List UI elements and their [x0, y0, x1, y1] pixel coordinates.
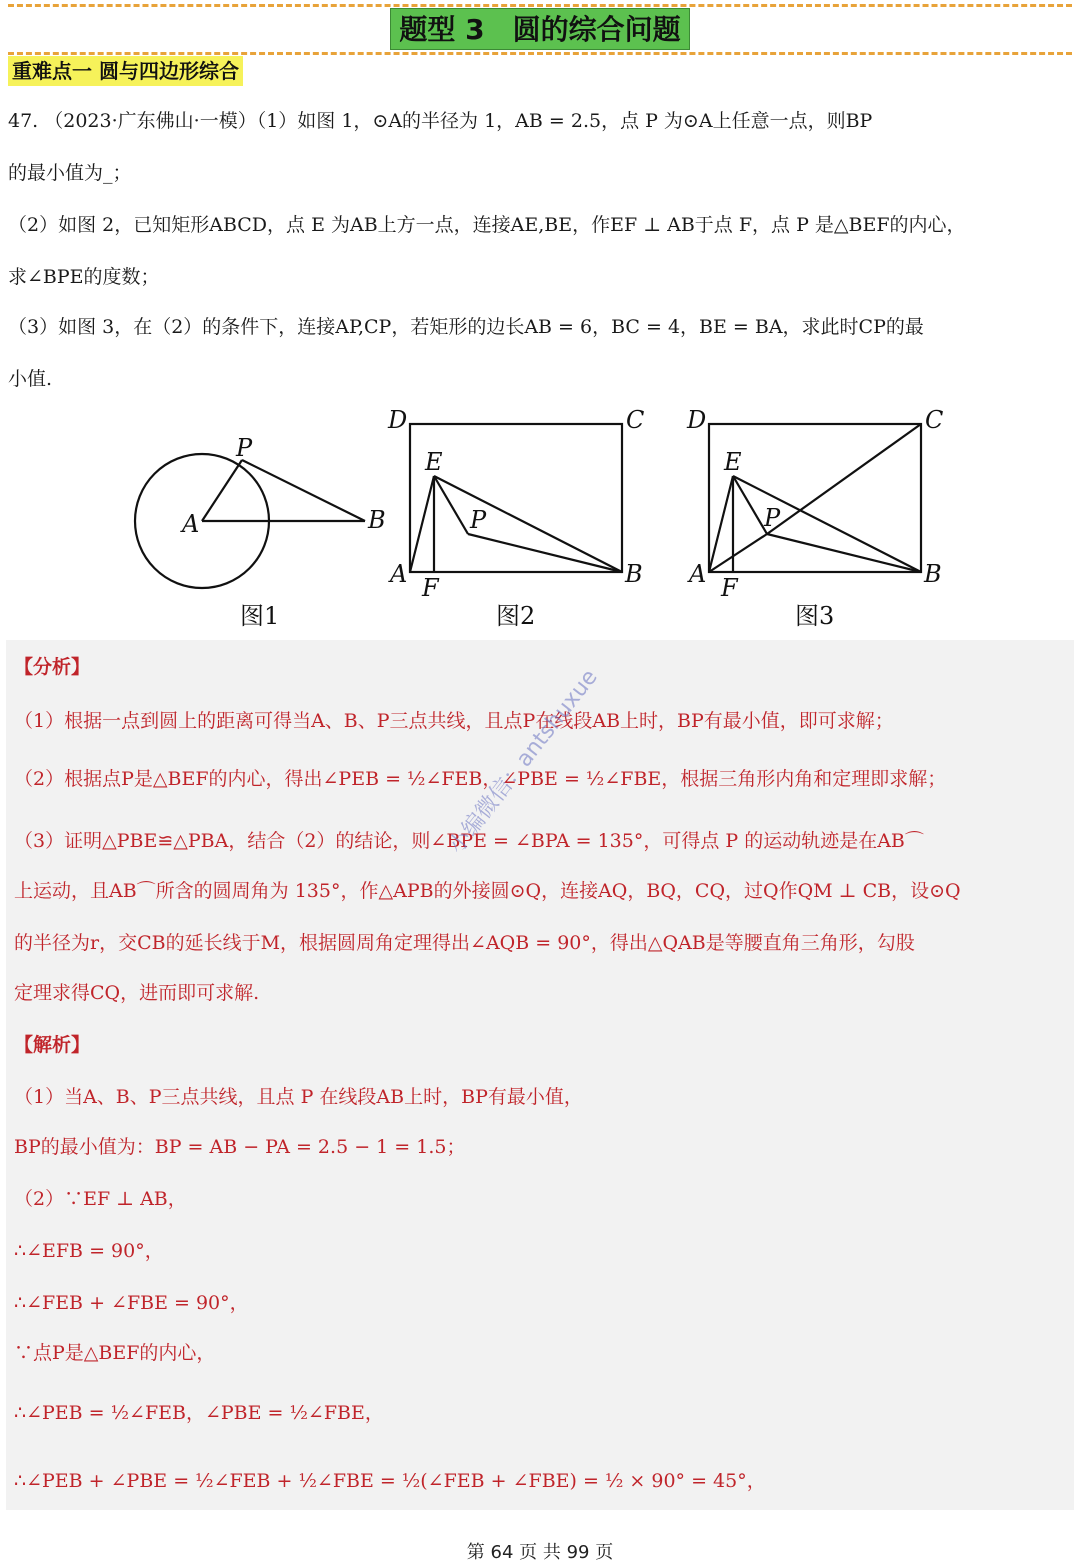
caption-fig1: 图1 [240, 602, 280, 630]
solution-area [6, 640, 1074, 1510]
solution-line: ∴∠FEB + ∠FBE = 90°， [14, 1292, 249, 1314]
problem-line: 47. （2023·广东佛山·一模）（1）如图 1，⊙A的半径为 1，AB = 2.5，点 P 为⊙A上任意一点，则BP [8, 110, 873, 132]
section-label: 重难点一 圆与四边形综合 [8, 56, 243, 86]
analysis-line: 的半径为r，交CB的延长线于M，根据圆周角定理得出∠AQB = 90°，得出△QAB是等腰直角三角形，勾股 [14, 932, 915, 954]
figure-1 [135, 434, 386, 630]
label-e: E [724, 448, 742, 476]
problem-line: 小值. [8, 368, 53, 390]
label-a: A [390, 560, 408, 588]
analysis-line: 上运动，且AB⌒所含的圆周角为 135°，作△APB的外接圆⊙Q，连接AQ，BQ，CQ，过Q作QM ⊥ CB，设⊙Q [14, 880, 961, 902]
label-e: E [425, 448, 443, 476]
label-p: P [764, 504, 781, 532]
label-d: D [687, 406, 707, 434]
caption-fig3: 图3 [795, 602, 835, 630]
solution-line: ∵点P是△BEF的内心， [14, 1342, 216, 1364]
label-c: C [925, 406, 944, 434]
watermark: 小编微信：antshuxue [443, 665, 603, 859]
analysis-line: （2）根据点P是△BEF的内心，得出∠PEB = ½∠FEB，∠PBE = ½∠FBE，根据三角形内角和定理即求解； [14, 768, 947, 790]
solution-heading: 【解析】 [14, 1034, 91, 1056]
page-title: 题型 3 圆的综合问题 [390, 8, 690, 50]
solution-line: （2）∵EF ⊥ AB， [14, 1188, 187, 1210]
label-a: A [182, 510, 200, 538]
analysis-line: （3）证明△PBE≌△PBA，结合（2）的结论，则∠BPE = ∠BPA = 135°，可得点 P 的运动轨迹是在AB⌒ [14, 830, 924, 852]
label-b: B [625, 560, 643, 588]
problem-line: 求∠BPE的度数； [8, 266, 160, 288]
page-footer: 第 64 页 共 99 页 [466, 1542, 614, 1563]
solution-line: （1）当A、B、P三点共线，且点 P 在线段AB上时，BP有最小值， [14, 1086, 583, 1108]
analysis-heading: 【分析】 [14, 656, 91, 678]
label-a: A [689, 560, 707, 588]
label-c: C [626, 406, 645, 434]
analysis-line: 定理求得CQ，进而即可求解. [14, 982, 260, 1004]
solution-line: ∴∠PEB + ∠PBE = ½∠FEB + ½∠FBE = ½(∠FEB + ∠FBE) = ½ × 90° = 45°， [14, 1470, 766, 1492]
figure-2 [387, 406, 644, 630]
problem-line: （3）如图 3，在（2）的条件下，连接AP,CP，若矩形的边长AB = 6，BC = 4，BE = BA，求此时CP的最 [8, 316, 924, 338]
label-d: D [388, 406, 408, 434]
label-p: P [470, 506, 487, 534]
solution-line: ∴∠EFB = 90°， [14, 1240, 164, 1262]
solution-line: ∴∠PEB = ½∠FEB，∠PBE = ½∠FBE， [14, 1402, 384, 1424]
label-b: B [924, 560, 942, 588]
label-f: F [721, 574, 738, 602]
label-p: P [236, 434, 253, 462]
caption-fig2: 图2 [496, 602, 536, 630]
mid-dashed-rule [8, 52, 1072, 55]
label-b: B [368, 506, 386, 534]
figure-3 [686, 406, 943, 630]
problem-line: （2）如图 2，已知矩形ABCD，点 E 为AB上方一点，连接AE,BE，作EF ⊥ AB于点 F，点 P 是△BEF的内心， [8, 214, 966, 236]
solution-line: BP的最小值为：BP = AB − PA = 2.5 − 1 = 1.5； [14, 1136, 466, 1158]
geometry-figures [0, 400, 1080, 638]
analysis-line: （1）根据一点到圆上的距离可得当A、B、P三点共线，且点P在线段AB上时，BP有最小值，即可求解； [14, 710, 894, 732]
top-dashed-rule [8, 4, 1072, 7]
label-f: F [422, 574, 439, 602]
problem-line: 的最小值为_； [8, 162, 132, 184]
